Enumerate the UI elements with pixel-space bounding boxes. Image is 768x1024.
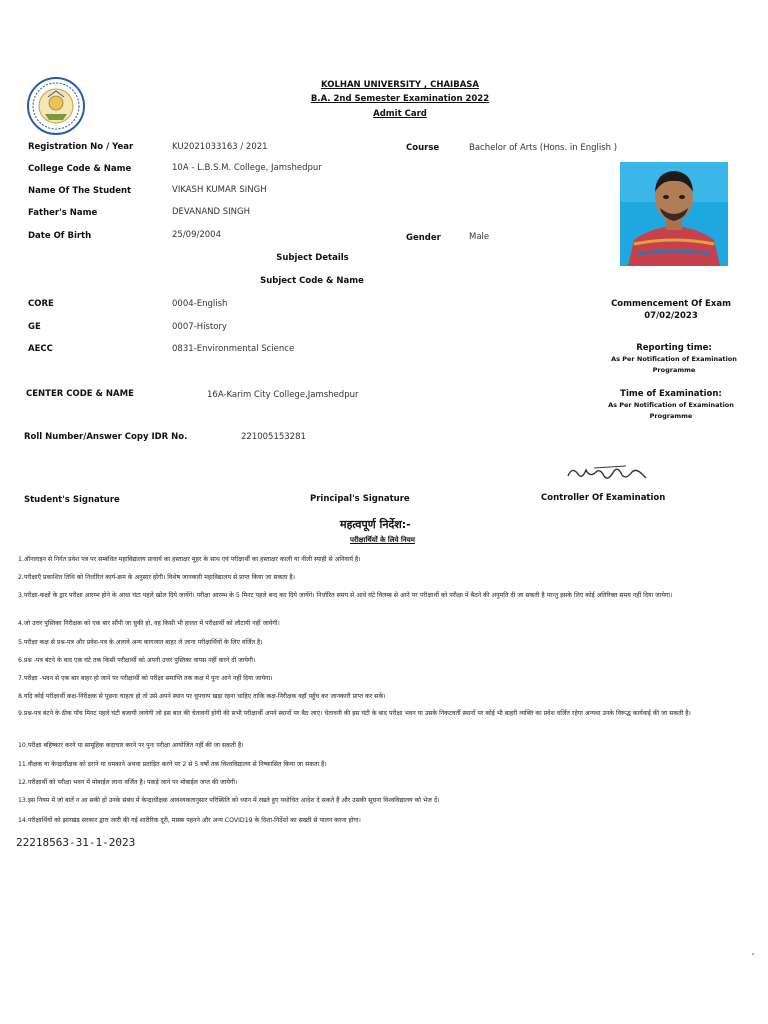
reporting-value-line1: As Per Notification of Examination xyxy=(611,355,737,363)
subject-type-aecc: AECC xyxy=(28,344,53,354)
controller-signature xyxy=(564,462,650,486)
controller-signature-label: Controller Of Examination xyxy=(541,493,666,503)
subject-code-title: Subject Code & Name xyxy=(260,276,364,286)
rule-item: 9.प्रश्न-पत्र बंटने के ठीक पाँच मिनट पहले घंटी बजायी जायेगी जो इस बात की चेतावनी होगी की सभी परीक्षार्थी अपने स्थानों पर बैठ जाएं। चेतावनी की इस घंटी के बाद परीक्षा भवन या उसके निकटवर्ती स्थानों पर कोई भी बाहरी व्यक्ति का प्रवेश वर्जित रहेगा अन्यथा उनके विरूद्ध कार्यवाई की जा सकती है। xyxy=(18,710,691,717)
rule-item: 7.परीक्षा -भवन से एक बार बाहर हो जाने पर परीक्षार्थी को परीक्षा समाप्ति तक कक्ष में पुनः आने नहीं दिया जायेगा। xyxy=(18,675,273,682)
rule-item: 2.परीक्षाएँ प्रकाशित तिथि को निर्धारित कार्य-क्रम के अनुसार होंगी। विशेष जानकारी महाविद्यालय से प्राप्त किया जा सकता है। xyxy=(18,574,296,581)
dob-label: Date Of Birth xyxy=(28,231,92,241)
student-photo xyxy=(620,162,728,266)
father-name-label: Father's Name xyxy=(28,208,98,218)
admit-card-title: Admit Card xyxy=(373,109,427,119)
subject-details-title: Subject Details xyxy=(276,253,349,263)
rule-item: 4.जो उत्तर पुस्तिका निरीक्षक को एक बार सौंपी जा चुकी हो, वह किसी भी हालत में परीक्षार्थी को लौटायी नहीं जायेगी। xyxy=(18,620,280,627)
student-signature-label: Student's Signature xyxy=(24,495,120,505)
time-block xyxy=(586,388,756,422)
rule-item: 6.प्रश्न -पत्र बंटने के बाद एक घंटे तक किसी परीक्षार्थी को अपनी उत्तर पुस्तिका वापस नहीं करने दी जायेगी। xyxy=(18,657,256,664)
time-value-line1: As Per Notification of Examination xyxy=(608,401,734,409)
exam-title: B.A. 2nd Semester Examination 2022 xyxy=(310,94,490,104)
reporting-label: Reporting time: xyxy=(636,343,712,353)
rule-item: 11.वीक्षक या केन्द्राधीक्षक को डराने या धमकाने अथवा प्रताड़ित करने पर 2 से 5 वर्षों तक विश्वविद्यालय से निष्कासित किया जा सकता है। xyxy=(18,761,327,768)
rule-item: 8.यदि कोई परीक्षार्थी कक्ष-निरीक्षक से पूछना चाहता हो तो उसे अपने स्थान पर चुपचाप खड़ा रहना चाहिए ताकि कक्ष-निरीक्षक वहाँ पहुँच कर जानकारी प्राप्त कर सकें। xyxy=(18,693,386,700)
time-label: Time of Examination: xyxy=(620,389,722,399)
roll-label: Roll Number/Answer Copy IDR No. xyxy=(24,432,188,442)
rule-item: 5.परीक्षा कक्ष से प्रश्न-पत्र और प्रवेश-पत्र के अलावे अन्य कागजात बाहर ले जाना परीक्षार्थियों के लिए वर्जित है। xyxy=(18,639,263,646)
university-name: KOLHAN UNIVERSITY , CHAIBASA xyxy=(321,80,479,90)
rule-item: 3.परीक्षा-कक्षों के द्वार परीक्षा आरम्भ होने के आधा घंटा पहले खोल दिये जायेंगे। परीक्षा आरम्भ के 5 मिनट पहले बन्द कर दिये जायेंगे। निर्धारित समय से आधे घंटे विलम्ब से आने पर परीक्षार्थी को परीक्षा में बैठने की अनुमति दी जा सकती है परन्तु इसके लिए कोई अतिरिक्त समय नहीं दिया जायेगा। xyxy=(18,592,673,599)
rule-item: 10.परीक्षा बहिष्कार करने या सामूहिक कदाचार करने पर पुनः परीक्षा आयोजित नहीं की जा सकती है। xyxy=(18,742,244,749)
rule-item: 14.परीक्षार्थियों को झारखंड सरकार द्वारा जारी की गई शारीरिक दूरी, मास्क पहनने और अन्य COVID19 के दिशा-निर्देशों का सख्ती से पालन करना होगा। xyxy=(18,817,361,824)
college-label: College Code & Name xyxy=(28,164,132,174)
dob-value: 25/09/2004 xyxy=(172,230,221,240)
commencement-label: Commencement Of Exam xyxy=(611,299,731,309)
college-value: 10A - L.B.S.M. College, Jamshedpur xyxy=(172,163,322,173)
instructions-title: महत्वपूर्ण निर्देश:- xyxy=(340,518,411,531)
reporting-value-line2: Programme xyxy=(652,366,696,374)
gender-value: Male xyxy=(469,232,490,242)
course-label: Course xyxy=(406,143,440,153)
university-logo xyxy=(26,76,86,136)
reporting-block xyxy=(589,342,759,376)
principal-signature-label: Principal's Signature xyxy=(310,494,410,504)
scan-speck xyxy=(752,953,754,955)
roll-value: 221005153281 xyxy=(241,432,306,442)
rule-item: 12.परीक्षार्थी को परीक्षा भवन में मोबाईल लाना वर्जित है। पकड़े जाने पर मोबाईल जप्त की जायेगी। xyxy=(18,779,238,786)
student-name-value: VIKASH KUMAR SINGH xyxy=(172,185,267,195)
footer-code: 22218563-31-1-2023 xyxy=(16,836,136,849)
subject-name-core: 0004-English xyxy=(172,299,228,309)
subject-type-core: CORE xyxy=(28,299,54,309)
commencement-date: 07/02/2023 xyxy=(644,311,698,321)
student-name-label: Name Of The Student xyxy=(28,186,132,196)
instructions-subtitle: परीक्षार्थियों के लिये नियम xyxy=(350,536,415,544)
center-value: 16A-Karim City College,Jamshedpur xyxy=(207,390,359,400)
rule-item: 1.ऑनलाइन से निर्गत प्रवेश पत्र पर सम्बंधित महाविद्यालय प्राचार्य का हस्ताक्षर मुहर के साथ एवं परीक्षार्थी का हस्ताक्षर काली या नीली स्याही से अनिवार्य है। xyxy=(18,556,361,563)
registration-label: Registration No / Year xyxy=(28,142,134,152)
course-value: Bachelor of Arts (Hons. in English ) xyxy=(469,143,618,153)
subject-name-aecc: 0831-Environmental Science xyxy=(172,344,295,354)
gender-label: Gender xyxy=(406,233,441,243)
center-label: CENTER CODE & NAME xyxy=(26,389,134,399)
time-value-line2: Programme xyxy=(649,412,693,420)
rule-item: 13.इस नियम में जो बातें न आ सकी हों उनके संबंध में केन्द्राधीक्षक आवश्यकतानुसार परिस्थिति को ध्यान में रखते हुए यथोचित आदेश दे सकते हैं और उसकी सूचना विश्वविद्यालय को भेज दें। xyxy=(18,797,440,804)
commencement-block xyxy=(586,298,756,322)
registration-value: KU2021033163 / 2021 xyxy=(172,142,268,152)
university-seal-icon xyxy=(26,76,86,136)
subject-name-ge: 0007-History xyxy=(172,322,227,332)
subject-type-ge: GE xyxy=(28,322,41,332)
father-name-value: DEVANAND SINGH xyxy=(172,207,251,217)
